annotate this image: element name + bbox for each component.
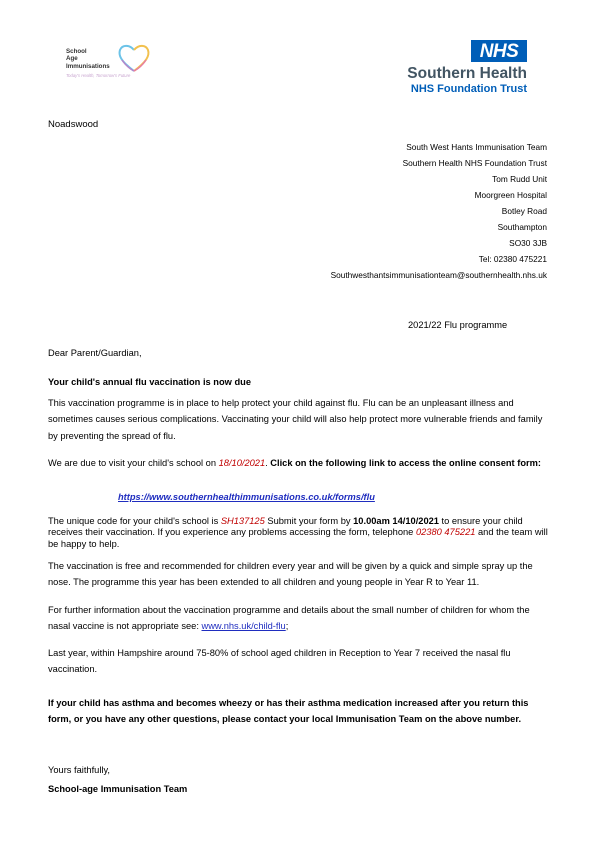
nhs-child-flu-link[interactable]: www.nhs.uk/child-flu bbox=[201, 621, 286, 632]
consent-link-text[interactable]: https://www.southernhealthimmunisations.co.uk/forms/flu bbox=[118, 492, 375, 502]
nhs-badge bbox=[471, 40, 527, 62]
school-name: Noadswood bbox=[48, 119, 99, 130]
logo-tagline: Today's Health, Tomorrow's Future bbox=[66, 73, 131, 78]
paragraph-visit bbox=[48, 458, 548, 469]
address-line: Southern Health NHS Foundation Trust bbox=[402, 158, 547, 168]
team-phone: 02380 475221 bbox=[415, 527, 476, 538]
school-code: SH137125 bbox=[220, 516, 265, 526]
letter-subject: Your child's annual flu vaccination is now due bbox=[48, 377, 251, 387]
paragraph-asthma-warning: If your child has asthma and becomes wheezy or has their asthma medication increased after you return this form, or you have any other questions, please contact your local Immunisation Team on the above number. bbox=[48, 698, 529, 725]
text: and the team will be happy to help. bbox=[48, 527, 548, 549]
signature: School-age Immunisation Team bbox=[48, 784, 188, 794]
text: to ensure your child receives their vaccination. If you experience any problems accessing the form, telephone bbox=[48, 516, 523, 538]
consent-instruction: Click on the following link to access the online consent form: bbox=[270, 458, 541, 468]
text: Submit your form by bbox=[264, 516, 354, 526]
text: . bbox=[265, 458, 271, 468]
logo-line: School bbox=[66, 48, 87, 55]
nhs-logo bbox=[396, 38, 531, 100]
logo-line: Age bbox=[66, 55, 78, 63]
paragraph-statistics: Last year, within Hampshire around 75-80% of school aged children in Reception to Year 7 received the nasal flu vaccination. bbox=[48, 648, 511, 675]
address-line: SO30 3JB bbox=[509, 238, 547, 248]
paragraph-intro: This vaccination programme is in place to help protect your child against flu. Flu can be an unpleasant illness and sometimes causes serious complications. Vaccinating your child will also help protect more vulnerable friends and family by preventing the spread of flu. bbox=[48, 398, 543, 441]
programme-title: 2021/22 Flu programme bbox=[408, 320, 508, 330]
deadline: 10.00am 14/10/2021 bbox=[353, 516, 439, 526]
salutation: Dear Parent/Guardian, bbox=[48, 348, 142, 358]
logo-line: Immunisations bbox=[66, 62, 110, 70]
address-line: Southampton bbox=[497, 222, 547, 232]
text: ; bbox=[285, 621, 289, 632]
logo-text bbox=[66, 48, 110, 70]
consent-link[interactable] bbox=[118, 492, 375, 502]
address-phone: Tel: 02380 475221 bbox=[478, 254, 547, 264]
paragraph-vaccination-info: The vaccination is free and recommended for children every year and will be given by a quick and simple spray up the nose. The programme this year has been extended to all children and young people in Year R to Year 11. bbox=[48, 561, 533, 588]
trust-subtitle: NHS Foundation Trust bbox=[410, 83, 527, 95]
text: For further information about the vaccination programme and details about the small number of children for whom the nasal vaccine is not appropriate see: bbox=[48, 605, 530, 632]
address-line: Botley Road bbox=[501, 206, 547, 216]
address-email[interactable]: Southwesthantsimmunisationteam@southernhealth.nhs.uk bbox=[330, 270, 547, 280]
text: The unique code for your child's school is bbox=[48, 516, 221, 526]
closing: Yours faithfully, bbox=[48, 765, 111, 775]
paragraph-code bbox=[48, 516, 548, 550]
nhs-badge-text: NHS bbox=[479, 41, 519, 62]
address-line: Tom Rudd Unit bbox=[492, 174, 547, 184]
text: We are due to visit your child's school on bbox=[48, 458, 219, 468]
address-line: South West Hants Immunisation Team bbox=[406, 142, 547, 152]
heart-icon bbox=[116, 42, 152, 74]
address-line: Moorgreen Hospital bbox=[474, 190, 547, 200]
school-age-immunisations-logo bbox=[62, 40, 157, 84]
trust-name: Southern Health bbox=[407, 65, 527, 82]
paragraph-further-info bbox=[48, 602, 548, 635]
visit-date: 18/10/2021 bbox=[218, 458, 266, 468]
